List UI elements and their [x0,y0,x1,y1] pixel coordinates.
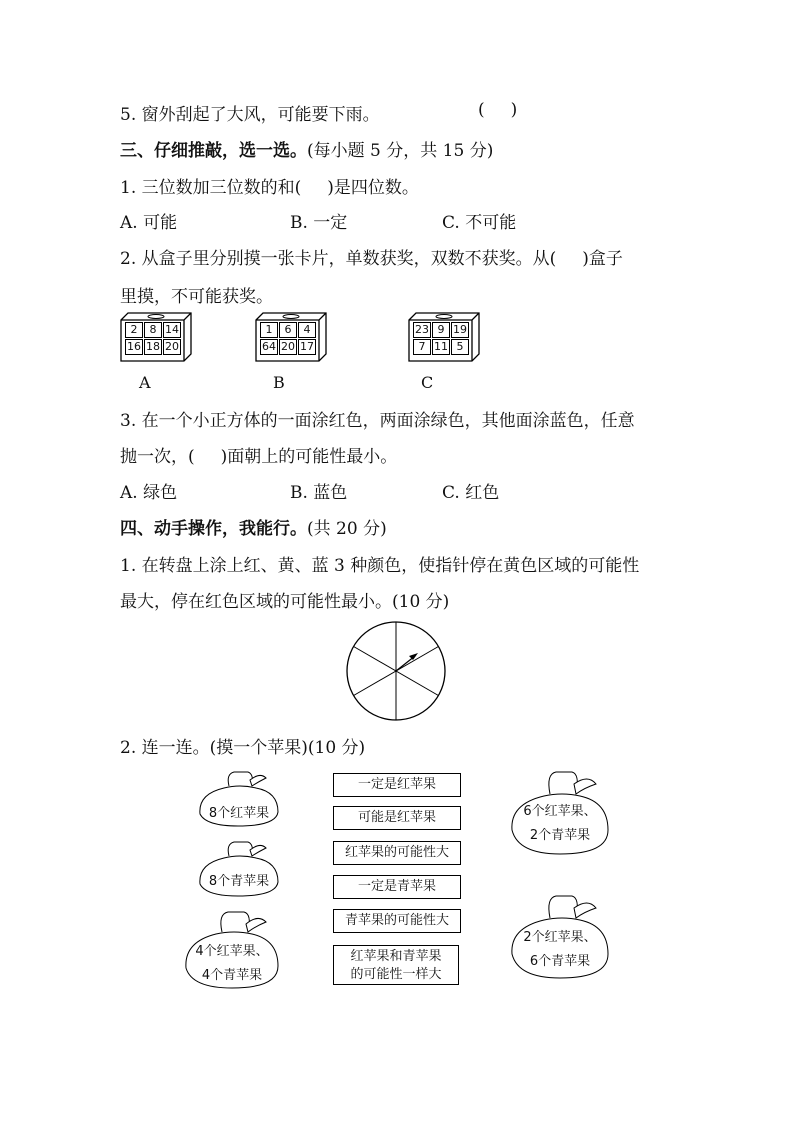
card: 5 [451,339,469,355]
box-label-b: B [273,373,285,392]
s3-question-1: 1. 三位数加三位数的和( )是四位数。 [120,178,419,198]
tag-maybe-red[interactable]: 可能是红苹果 [333,806,461,830]
s3-q1-option-a[interactable]: A. 可能 [120,213,178,233]
question-5: 5. 窗外刮起了大风，可能要下雨。 [120,105,380,125]
card-grid [125,322,181,355]
bag-left-1[interactable]: 8个红苹果 [196,768,282,828]
s3-q3-option-a[interactable]: A. 绿色 [120,483,178,503]
card: 1 [260,322,278,338]
section-4-heading: 四、动手操作，我能行。(共 20 分) [120,519,387,539]
s3-question-3-line1: 3. 在一个小正方体的一面涂红色，两面涂绿色，其他面涂蓝色，任意 [120,411,635,431]
card: 11 [434,340,448,353]
card: 20 [281,340,295,353]
card: 23 [415,323,429,336]
tag-certain-red[interactable]: 一定是红苹果 [333,773,461,797]
s3-question-2-line1: 2. 从盒子里分别摸一张卡片，单数获奖，双数不获奖。从( )盒子 [120,249,623,269]
tag-equally-likely[interactable]: 红苹果和青苹果 的可能性一样大 [333,945,459,985]
bag-right-2[interactable]: 2个红苹果、 6个青苹果 [508,892,612,980]
s4-question-2: 2. 连一连。(摸一个苹果)(10 分) [120,738,366,758]
s3-q3-option-c[interactable]: C. 红色 [442,483,500,503]
card: 2 [125,322,143,338]
card-box-a[interactable] [120,312,192,362]
tag-certain-green[interactable]: 一定是青苹果 [333,875,461,899]
card: 20 [165,340,179,353]
s4-question-1-line1: 1. 在转盘上涂上红、黄、蓝 3 种颜色，使指针停在黄色区域的可能性 [120,556,640,576]
s3-question-3-line2: 抛一次，( )面朝上的可能性最小。 [120,447,398,467]
s3-q1-option-b[interactable]: B. 一定 [290,213,348,233]
box-label-c: C [421,373,434,392]
s3-q1-option-c[interactable]: C. 不可能 [442,213,517,233]
card: 17 [300,340,314,353]
s3-q3-option-b[interactable]: B. 蓝色 [290,483,348,503]
answer-paren[interactable]: ( ) [478,100,518,120]
card-box-b[interactable] [255,312,327,362]
card-grid [413,322,469,355]
s3-question-2-line2: 里摸，不可能获奖。 [120,287,273,307]
card-grid [260,322,316,355]
box-label-a: A [139,373,151,392]
card: 8 [144,322,162,338]
bag-left-3[interactable]: 4个红苹果、 4个青苹果 [182,908,282,990]
bag-right-1[interactable]: 6个红苹果、 2个青苹果 [508,768,612,856]
card: 19 [453,323,467,336]
tag-green-more-likely[interactable]: 青苹果的可能性大 [333,909,461,933]
tag-red-more-likely[interactable]: 红苹果的可能性大 [333,841,461,865]
section-3-heading: 三、仔细推敲，选一选。(每小题 5 分，共 15 分) [120,141,494,161]
s4-question-1-line2: 最大，停在红色区域的可能性最小。(10 分) [120,592,450,612]
card: 6 [279,322,297,338]
card: 7 [413,339,431,355]
card: 4 [298,322,316,338]
bag-left-2[interactable]: 8个青苹果 [196,838,282,898]
card: 64 [262,340,276,353]
card: 16 [127,340,141,353]
card-box-c[interactable] [408,312,480,362]
card: 18 [146,340,160,353]
spinner-wheel[interactable] [345,620,447,722]
card: 14 [165,323,179,336]
card: 9 [432,322,450,338]
